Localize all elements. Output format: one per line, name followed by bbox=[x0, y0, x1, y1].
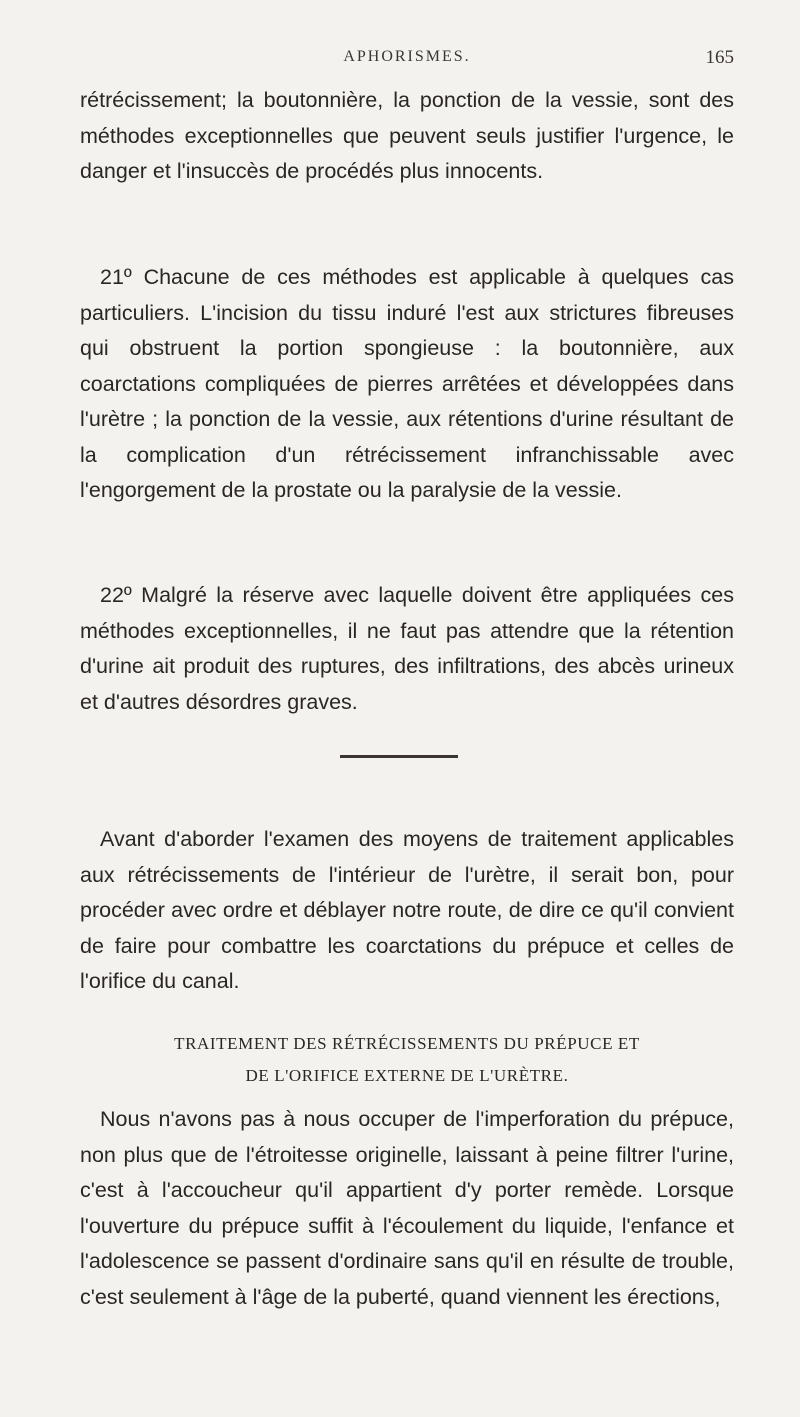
section-heading-line-1: TRAITEMENT DES RÉTRÉCISSEMENTS DU PRÉPUCE ET bbox=[174, 1034, 640, 1053]
running-title: APHORISMES. bbox=[343, 48, 471, 65]
section-heading-line-2: DE L'ORIFICE EXTERNE DE L'URÈTRE. bbox=[245, 1066, 569, 1085]
section-divider bbox=[340, 755, 458, 758]
paragraph-continuation: rétrécissement; la boutonnière, la ponction de la vessie, sont des méthodes exceptionnelles que peuvent seuls justifier l'urgence, le danger et l'insuccès de procédés plus innocents. bbox=[80, 88, 734, 183]
intro-paragraph: Avant d'aborder l'examen des moyens de traitement applicables aux rétrécissements de l'intérieur de l'urètre, il serait bon, pour procéder avec ordre et déblayer notre route, de dire ce qu'il convient de faire pour combattre les coarctations du prépuce et celles de l'orifice du canal. bbox=[80, 827, 734, 993]
running-header bbox=[80, 48, 734, 76]
aphorism-22: 22º Malgré la réserve avec laquelle doivent être appliquées ces méthodes exceptionnelles, il ne faut pas attendre que la rétention d'urine ait produit des ruptures, des infiltrations, des abcès urineux et d'autres désordres graves. bbox=[80, 583, 734, 714]
section-heading bbox=[80, 1028, 734, 1092]
aphorism-21: 21º Chacune de ces méthodes est applicable à quelques cas particuliers. L'incision du tissu induré l'est aux strictures fibreuses qui obstruent la portion spongieuse : la boutonnière, aux coarctations compliquées de pierres arrêtées et développées dans l'urètre ; la ponction de la vessie, aux rétentions d'urine résultant de la complication d'un rétrécissement infranchissable avec l'engorgement de la prostate ou la paralysie de la vessie. bbox=[80, 265, 734, 502]
section-body-paragraph: Nous n'avons pas à nous occuper de l'imperforation du prépuce, non plus que de l'étroitesse originelle, laissant à peine filtrer l'urine, c'est à l'accoucheur qu'il appartient d'y porter remède. Lorsque l'ouverture du prépuce suffit à l'écoulement du liquide, l'enfance et l'adolescence se passent d'ordinaire sans qu'il en résulte de trouble, c'est seulement à l'âge de la puberté, quand viennent les érections, bbox=[80, 1107, 734, 1309]
page-number: 165 bbox=[705, 47, 734, 68]
